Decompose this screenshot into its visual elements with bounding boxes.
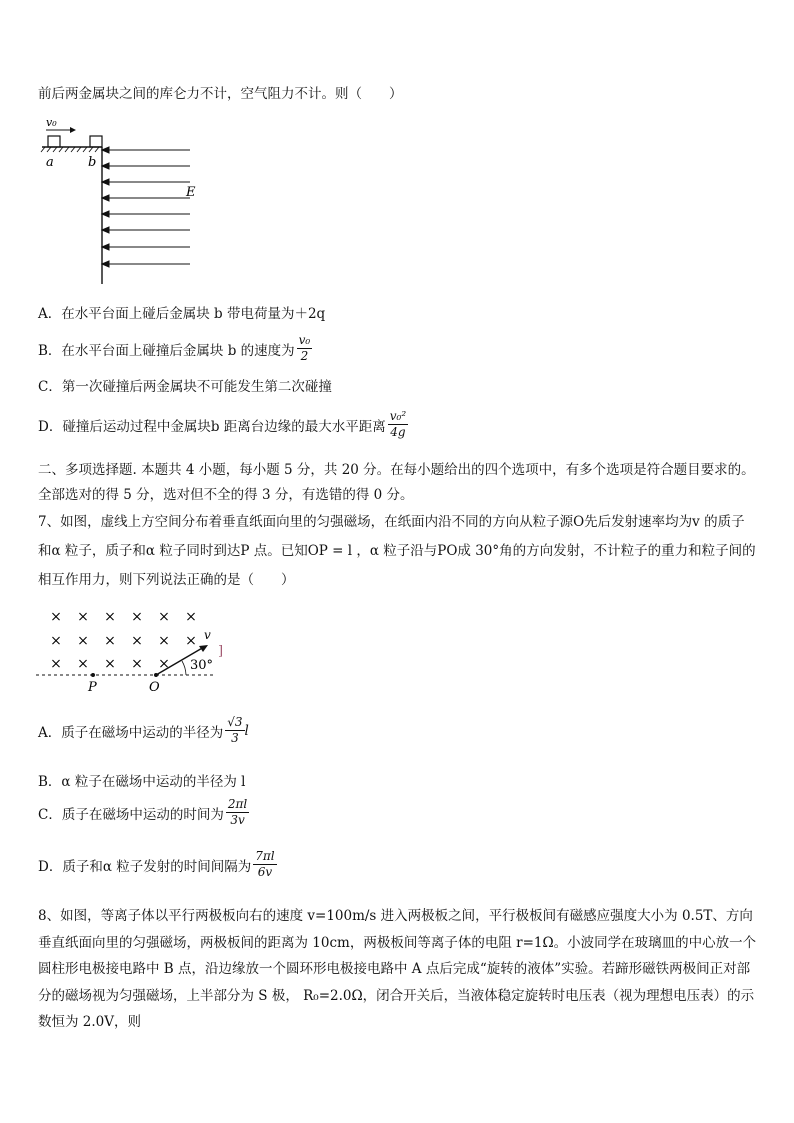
q6-tail-text: 前后两金属块之间的库仑力不计，空气阻力不计。则（ ） <box>38 86 403 102</box>
q7-option-d[interactable] <box>38 849 277 880</box>
svg-text:×: × <box>158 633 170 649</box>
q7-stem: 7、如图，虚线上方空间分布着垂直纸面向里的匀强磁场，在纸面内沿不同的方向从粒子源O先后发射速率均为v 的质子和α 粒子，质子和α 粒子同时到达P 点。已知OP = l ，α 粒子沿与PO成 30°角的方向发射，不计粒子的重力和粒子间的相互作用力，则下列说法正确的是（ ） <box>38 514 756 588</box>
q6-option-c[interactable]: C．第一次碰撞后两金属块不可能发生第二次碰撞 <box>38 379 332 395</box>
P-label: P <box>88 680 97 695</box>
block-b <box>90 136 102 147</box>
q6-option-a[interactable]: A．在水平台面上碰后金属块 b 带电荷量为＋2q <box>38 306 326 322</box>
v-label: v <box>204 628 211 642</box>
svg-text:×: × <box>50 656 62 672</box>
O-label: O <box>149 680 160 695</box>
svg-text:×: × <box>104 609 116 625</box>
svg-text:×: × <box>131 633 143 649</box>
svg-text:×: × <box>77 633 89 649</box>
q7-option-a-text: A．质子在磁场中运动的半径为 <box>38 724 224 741</box>
svg-text:×: × <box>104 633 116 649</box>
svg-text:×: × <box>158 656 170 672</box>
q8-stem: 8、如图，等离子体以平行两极板向右的速度 v=100m/s 进入两极板之间，平行极板间有磁感应强度大小为 0.5T、方向垂直纸面向里的匀强磁场，两极板间的距离为 10cm，两极板间等离子体的电阻 r=1Ω。小波同学在玻璃皿的中心放一个圆柱形电极接电路中 B 点，沿边缘放一个圆环形电极接电路中 A 点后完成“旋转的液体”实验。若蹄形磁铁两极间正对部分的磁场视为匀强磁场，上半部分为 S 极， R₀=2.0Ω，闭合开关后，当液体稳定旋转时电压表（视为理想电压表）的示数恒为 2.0V，则 <box>38 908 757 1030</box>
angle-label: 30° <box>190 658 214 673</box>
svg-text:×: × <box>185 609 197 625</box>
svg-text:×: × <box>158 609 170 625</box>
figure-magnetic-field <box>36 605 236 695</box>
q7-option-c[interactable] <box>38 797 249 828</box>
fraction: $\frac{√3}{3}$ <box>227 715 243 745</box>
a-label: a <box>46 155 54 170</box>
q6-option-d-text: D．碰撞后运动过程中金属块b 距离台边缘的最大水平距离 <box>38 418 386 435</box>
q6-option-b-text: B．在水平台面上碰撞后金属块 b 的速度为 <box>38 342 295 359</box>
E-label: E <box>186 185 196 200</box>
bracket-mark: ] <box>218 644 224 659</box>
figure-electric-field <box>36 114 206 286</box>
svg-text:×: × <box>50 633 62 649</box>
svg-text:×: × <box>185 633 197 649</box>
svg-text:×: × <box>77 656 89 672</box>
block-a <box>48 136 60 147</box>
svg-text:×: × <box>104 656 116 672</box>
fraction: $\frac{\text{v₀²}}{4g}$ <box>389 409 407 439</box>
fraction: $\frac{2\pi l}{3v}$ <box>227 797 248 827</box>
q7-option-a[interactable] <box>38 715 249 746</box>
section-2-header: 二、多项选择题. 本题共 4 小题，每小题 5 分，共 20 分。在每小题给出的四个选项中，有多个选项是符合题目要求的。全部选对的得 5 分，选对但不全的得 3 分，有选错的得 0 分。 <box>38 462 755 503</box>
svg-text:×: × <box>77 609 89 625</box>
q7-option-c-text: C．质子在磁场中运动的时间为 <box>38 806 224 823</box>
l-symbol: l <box>244 722 249 739</box>
svg-text:×: × <box>131 656 143 672</box>
fraction: $\frac{\text{v₀}}{2}$ <box>298 333 311 363</box>
q6-option-d[interactable] <box>38 409 408 440</box>
v0-label: v₀ <box>46 116 57 129</box>
q7-option-d-text: D．质子和α 粒子发射的时间间隔为 <box>38 858 252 875</box>
b-label: b <box>88 155 97 170</box>
svg-text:×: × <box>131 609 143 625</box>
svg-text:×: × <box>50 609 62 625</box>
fraction: $\frac{7\pi l}{6v}$ <box>255 849 275 879</box>
q6-option-b[interactable] <box>38 333 312 364</box>
q7-option-b[interactable]: B．α 粒子在磁场中运动的半径为 l <box>38 774 246 790</box>
